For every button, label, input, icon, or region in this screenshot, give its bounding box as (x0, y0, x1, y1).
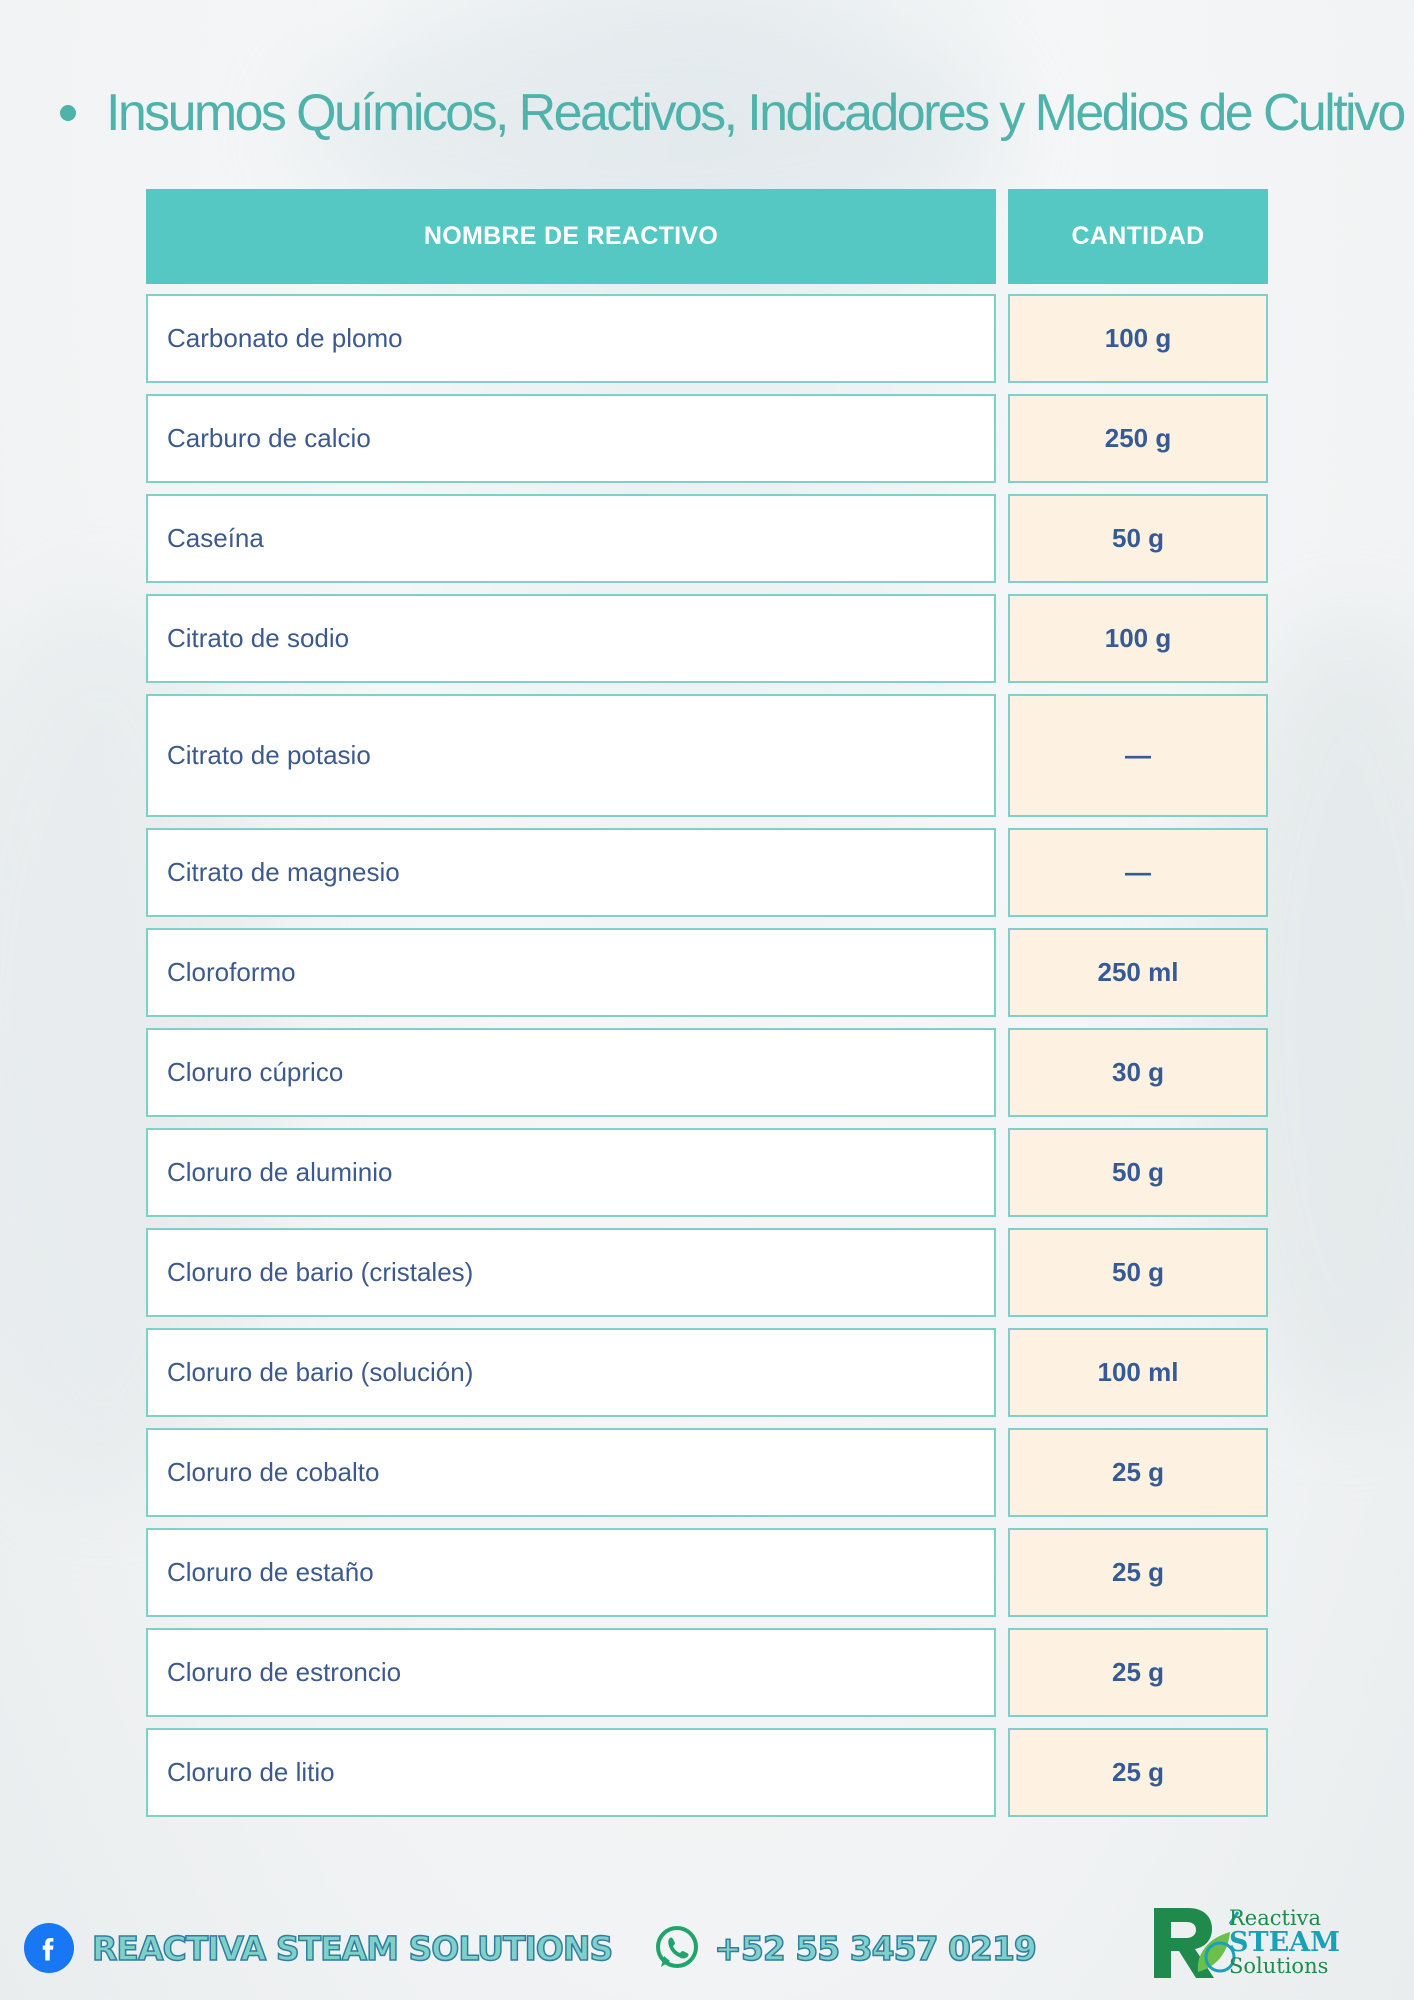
whatsapp-icon[interactable] (652, 1923, 702, 1973)
column-header-quantity: CANTIDAD (1008, 189, 1268, 284)
table-row (146, 494, 1268, 583)
reagent-quantity-cell: 250 g (1008, 394, 1268, 483)
reagent-name-cell: Cloruro de estroncio (146, 1628, 996, 1717)
reagent-quantity-cell: — (1008, 694, 1268, 817)
reagent-name-cell: Cloruro de litio (146, 1728, 996, 1817)
reagent-name-cell: Cloruro de aluminio (146, 1128, 996, 1217)
table-row (146, 694, 1268, 817)
table-row (146, 1628, 1268, 1717)
facebook-icon[interactable] (24, 1923, 74, 1973)
table-row (146, 294, 1268, 383)
reagent-name-cell: Carburo de calcio (146, 394, 996, 483)
section-heading (60, 78, 1404, 148)
reagent-quantity-cell: 30 g (1008, 1028, 1268, 1117)
reagent-quantity-cell: 250 ml (1008, 928, 1268, 1017)
facebook-page-name[interactable]: REACTIVA STEAM SOLUTIONS (92, 1928, 613, 1968)
footer-contact (24, 1918, 1036, 1978)
logo-line-3: Solutions (1229, 1953, 1329, 1978)
reagent-name-cell: Cloroformo (146, 928, 996, 1017)
reagent-name-cell: Cloruro de cobalto (146, 1428, 996, 1517)
reagent-quantity-cell: 50 g (1008, 1228, 1268, 1317)
reagent-quantity-cell: — (1008, 828, 1268, 917)
table-row (146, 1228, 1268, 1317)
table-row (146, 1428, 1268, 1517)
table-row (146, 1128, 1268, 1217)
table-row (146, 394, 1268, 483)
table-body (146, 294, 1268, 1817)
table-row (146, 1328, 1268, 1417)
table-header (146, 189, 1268, 284)
table-row (146, 594, 1268, 683)
reagent-name-cell: Caseína (146, 494, 996, 583)
reagent-quantity-cell: 100 g (1008, 294, 1268, 383)
phone-number[interactable]: +52 55 3457 0219 (714, 1928, 1036, 1968)
reagent-name-cell: Citrato de magnesio (146, 828, 996, 917)
reagent-quantity-cell: 50 g (1008, 1128, 1268, 1217)
reagent-quantity-cell: 25 g (1008, 1728, 1268, 1817)
logo-wordmark (1229, 1905, 1341, 1978)
logo-line-1: Reactiva (1229, 1905, 1322, 1930)
table-row (146, 928, 1268, 1017)
reagent-quantity-cell: 25 g (1008, 1528, 1268, 1617)
reagent-name-cell: Citrato de sodio (146, 594, 996, 683)
table-row (146, 1028, 1268, 1117)
page-title: Insumos Químicos, Reactivos, Indicadores y Medios de Cultivo (106, 84, 1404, 142)
reagent-quantity-cell: 25 g (1008, 1628, 1268, 1717)
table-row (146, 828, 1268, 917)
reagent-name-cell: Cloruro de bario (solución) (146, 1328, 996, 1417)
reagent-name-cell: Cloruro de bario (cristales) (146, 1228, 996, 1317)
column-header-name: NOMBRE DE REACTIVO (146, 189, 996, 284)
reagent-quantity-cell: 100 g (1008, 594, 1268, 683)
reagent-name-cell: Cloruro de estaño (146, 1528, 996, 1617)
reagent-name-cell: Cloruro cúprico (146, 1028, 996, 1117)
reagent-quantity-cell: 50 g (1008, 494, 1268, 583)
table-row (146, 1528, 1268, 1617)
table-row (146, 1728, 1268, 1817)
reactiva-logo (1148, 1902, 1368, 1982)
reagent-name-cell: Carbonato de plomo (146, 294, 996, 383)
reagent-quantity-cell: 25 g (1008, 1428, 1268, 1517)
reagents-table (146, 189, 1268, 1828)
bullet-icon (60, 105, 76, 121)
logo-line-2: STEAM (1229, 1926, 1341, 1958)
reagent-name-cell: Citrato de potasio (146, 694, 996, 817)
reagent-quantity-cell: 100 ml (1008, 1328, 1268, 1417)
